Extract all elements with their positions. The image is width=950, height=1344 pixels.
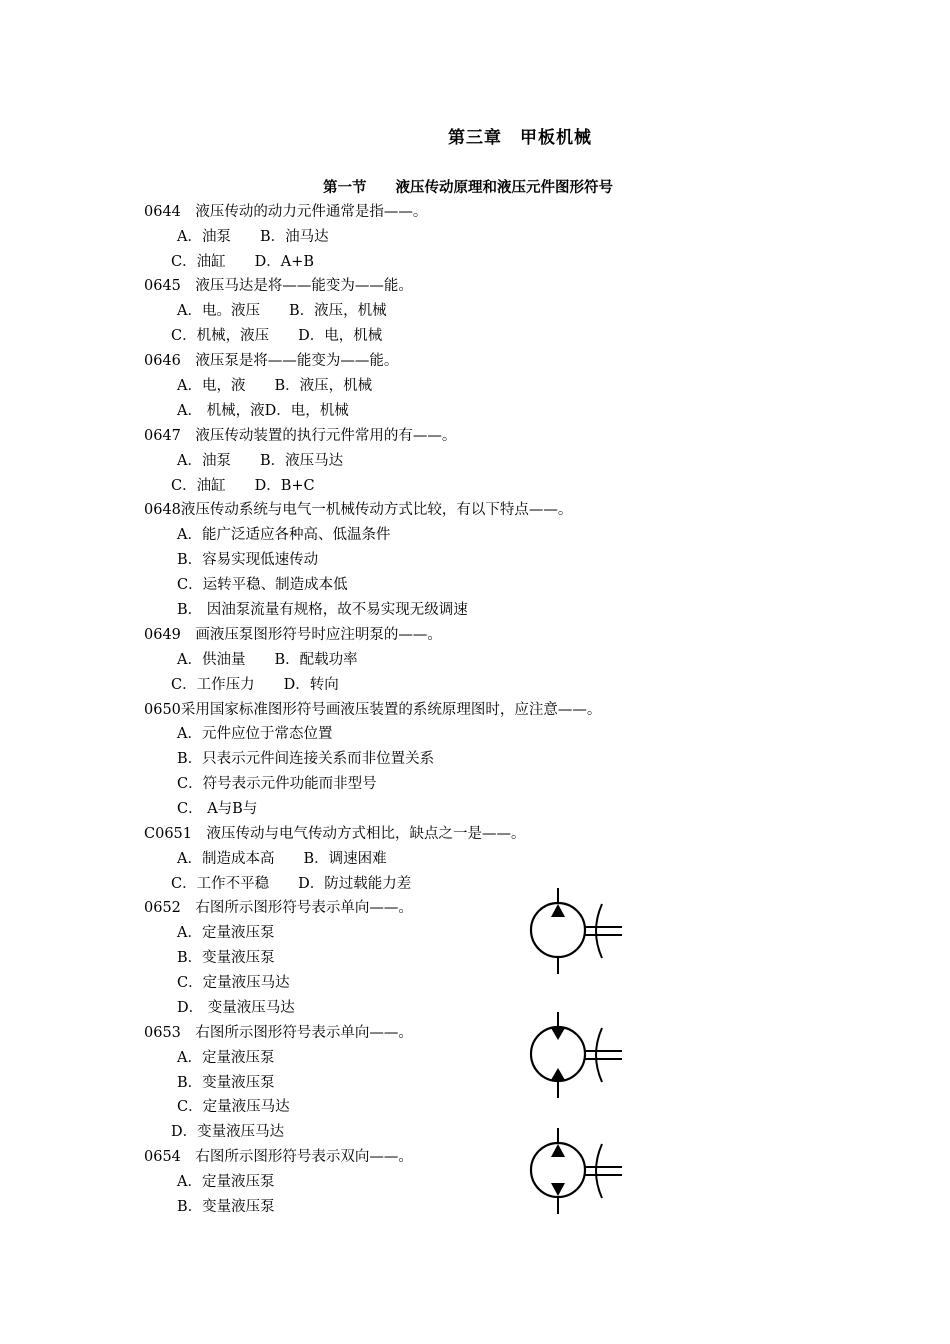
option-line: B．变量液压泵 — [177, 950, 275, 966]
question-line: C0651 液压传动与电气传动方式相比，缺点之一是——。 — [144, 826, 526, 842]
option-line: B．变量液压泵 — [177, 1075, 275, 1091]
option-line: A．能广泛适应各种高、低温条件 — [177, 527, 391, 543]
option-line: D．变量液压马达 — [171, 1124, 285, 1140]
option-line: A．元件应位于常态位置 — [177, 726, 333, 742]
option-line: A．供油量 B．配载功率 — [177, 652, 358, 668]
option-line: A．定量液压泵 — [177, 1174, 275, 1190]
option-line: B．变量液压泵 — [177, 1199, 275, 1215]
motor-symbol-figure-2 — [524, 1010, 628, 1102]
chapter-title: 第三章 甲板机械 — [448, 128, 592, 148]
option-line: A．定量液压泵 — [177, 1050, 275, 1066]
question-line: 0654 右图所示图形符号表示双向——。 — [144, 1149, 413, 1165]
pump-symbol-figure-3 — [524, 1126, 628, 1218]
option-line: C．符号表示元件功能而非型号 — [177, 776, 377, 792]
option-line: C．机械，液压 D．电，机械 — [171, 328, 383, 344]
option-line: B． 因油泵流量有规格，故不易实现无级调速 — [177, 602, 468, 618]
option-line: A．电。液压 B．液压，机械 — [177, 303, 387, 319]
question-line: 0649 画液压泵图形符号时应注明泵的——。 — [144, 627, 442, 643]
question-line: 0650采用国家标准图形符号画液压装置的系统原理图时，应注意——。 — [144, 702, 602, 718]
question-line: 0648液压传动系统与电气一机械传动方式比较，有以下特点——。 — [144, 502, 573, 518]
section-title: 第一节 液压传动原理和液压元件图形符号 — [323, 179, 613, 196]
option-line: C．油缸 D．B+C — [171, 478, 315, 494]
option-line: A． 机械，液D．电，机械 — [177, 403, 349, 419]
option-line: C．定量液压马达 — [177, 975, 290, 991]
option-line: C．工作不平稳 D．防过载能力差 — [171, 876, 412, 892]
question-line: 0646 液压泵是将——能变为——能。 — [144, 353, 399, 369]
option-line: A．制造成本高 B．调速困难 — [177, 851, 387, 867]
option-line: C．运转平稳、制造成本低 — [177, 577, 348, 593]
option-line: C．工作压力 D．转向 — [171, 677, 339, 693]
question-line: 0653 右图所示图形符号表示单向——。 — [144, 1025, 413, 1041]
option-line: B．容易实现低速传动 — [177, 552, 319, 568]
option-line: D． 变量液压马达 — [177, 1000, 295, 1016]
question-line: 0652 右图所示图形符号表示单向——。 — [144, 900, 413, 916]
option-line: C．定量液压马达 — [177, 1099, 290, 1115]
option-line: A．油泵 B．油马达 — [177, 229, 329, 245]
option-line: A．油泵 B．液压马达 — [177, 453, 344, 469]
option-line: C．油缸 D．A+B — [171, 254, 314, 270]
question-line: 0647 液压传动装置的执行元件常用的有——。 — [144, 428, 457, 444]
option-line: C． A与B与 — [177, 801, 258, 817]
option-line: A．电，液 B．液压，机械 — [177, 378, 373, 394]
pump-symbol-figure-1 — [524, 886, 628, 978]
option-line: A．定量液压泵 — [177, 925, 275, 941]
question-line: 0644 液压传动的动力元件通常是指——。 — [144, 204, 428, 220]
option-line: B．只表示元件间连接关系而非位置关系 — [177, 751, 435, 767]
question-line: 0645 液压马达是将——能变为——能。 — [144, 278, 413, 294]
